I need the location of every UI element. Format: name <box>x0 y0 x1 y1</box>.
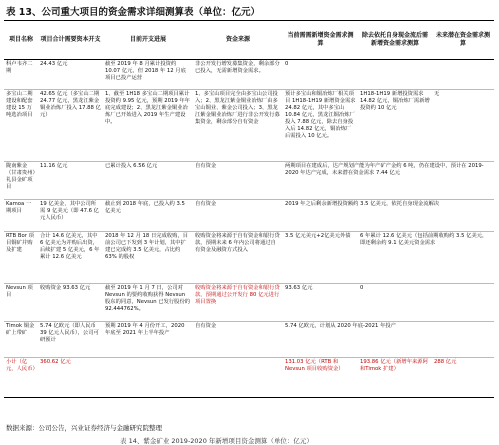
source-note: 数据来源：公司公告，兴业证券经济与金融研究院整理 <box>6 424 162 432</box>
cell-progress <box>103 358 193 398</box>
cell-net: 193.86 亿元（新增年来源阿和Timok 扩建） <box>360 359 428 372</box>
cell-net: 6 年累计 12.6 亿美元（包括前期收购约 3.5 亿美元，即还剩余约 9.1 亿美元资金需求 <box>360 233 488 246</box>
cell-source: 收购资金将来源于自有资金和银行贷款，预期未来 6 年内公司将通过自有资金及融资方式投入 <box>195 233 280 253</box>
table-row <box>4 232 494 284</box>
capex-table <box>4 20 494 398</box>
table-row <box>4 322 494 358</box>
cell-capex: 11.16 亿元 <box>40 163 68 169</box>
cell-project: 小计（亿元，人民币） <box>6 359 38 372</box>
cell-future <box>432 60 494 90</box>
table-title: 表 13、公司重大项目的资金需求详细测算表（单位：亿元） <box>6 7 261 18</box>
header-future-need: 未来潜在资金需求测算 <box>432 21 494 60</box>
cell-source: 自有资金 <box>195 163 217 169</box>
cell-current: 3.5 亿元美元+2亿美元外债 <box>285 233 351 239</box>
header-current-need: 当前需需新增资金需求测算 <box>283 21 358 60</box>
cell-current: 5.74 亿欧元，计划从 2020 年底-2021 年投产 <box>285 323 396 329</box>
table-row <box>4 200 494 232</box>
cell-source: 自有资金 <box>195 201 217 207</box>
cell-net <box>358 60 432 90</box>
cell-project: 多宝山二期建设和配套建设 15 万吨选冶项目 <box>6 91 33 118</box>
cell-future: 无 <box>434 91 440 97</box>
cell-capex: 5.74 亿欧元（即人民币 39 亿元人民币），公司可研预计 <box>40 323 99 343</box>
cell-current: 131.03 亿元（RTB 和 Nevsun 项目收购资金） <box>285 359 344 372</box>
header-progress: 目前开支进展 <box>103 21 193 60</box>
cell-project: 陇南紫金（甘肃贵州）礼县金矿项目 <box>6 163 36 190</box>
cell-project: Nevsun 项目 <box>6 285 33 298</box>
table-row <box>4 90 494 162</box>
cell-future <box>432 284 494 322</box>
cell-progress: 预期 2019 年 4 月份开工，2020 年底至 2021 年上半年投产 <box>105 323 185 336</box>
cell-net: 0 <box>360 285 364 291</box>
cell-source: 1、多宝山项目完全由多宝山公司投入；2、黑龙江紫金铜业冶炼厂由多宝山铜业、紫金公司投入；3、黑龙江紫金铜业冶炼厂进行非公开发行募集资金，剩余部分自有资金 <box>195 91 280 125</box>
cell-capex: 19 亿美金，其中公司所需 9 亿美元（即 47.6 亿元人民币） <box>40 201 99 221</box>
header-project-name: 项目名称 <box>4 21 38 60</box>
cell-capex: 360.62 亿元 <box>40 359 71 365</box>
cell-source: 收购资金将来源于自有资金和银行贷款，预期通过公开发行 80 亿元进行项目置换 <box>195 285 280 305</box>
cell-project: Timok 铜金矿上带矿 <box>6 323 35 336</box>
cell-capex: 42.65 亿元（多宝山二期 24.77 亿元，黑龙江紫金铜业冶炼厂投入 17.88 亿元） <box>40 91 101 118</box>
table-row <box>4 60 494 90</box>
cell-progress: 截至 2019 年 8 月累计投资约 10.07 亿元，但 2018 年 12 月底项目已投产运营 <box>105 61 186 81</box>
cell-progress: 截止到 2018 年底，已投入约 3.5 亿美元 <box>105 201 185 214</box>
header-total-capex: 项目合计需要资本开支 <box>38 21 103 60</box>
cell-source: 非公开发行增发募集资金，剩余部分已投入，无需新增资金需求。 <box>195 61 280 74</box>
cell-source <box>193 358 283 398</box>
cell-current: 两期项目在建成后，达产规划产能为年产矿产金约 6 吨，仍在建设中，预计在 2019-2020 年达产完成，未来潜在资金需求 7.44 亿元 <box>285 163 484 176</box>
cell-current: 0 <box>285 61 289 67</box>
cell-progress: 1、截至 1H18 多宝山二期项目累计投资约 9.95 亿元，预期 2019 年年底完成建设；2、黑龙江紫金铜业冶炼厂已开始进入 2019 年生产建设中。 <box>105 91 190 125</box>
cell-current: 2019 年之后剩余新增投资额约 3.5 亿美元，依托自身现金流解决 <box>285 201 440 207</box>
table-header-row <box>4 21 494 60</box>
cell-project: RTB Bor 项目铜矿并购及扩建 <box>6 233 34 253</box>
table-row <box>4 162 494 200</box>
cell-source: 自有资金 <box>195 323 217 329</box>
header-funding-source: 资金来源 <box>193 21 283 60</box>
header-net-need: 除去依托自身现金流后需新增资金需求测算 <box>358 21 432 60</box>
table-row <box>4 284 494 322</box>
cell-capex: 收购资金 93.63 亿元 <box>40 285 91 291</box>
cell-progress: 2018 年 12 月 18 日完成收购，目前公司已下发到 3 年计划，其中扩建已完成约 3.5 亿美元，占比约 63% 的股权 <box>105 233 189 260</box>
cell-future: 288 亿元 <box>434 359 457 365</box>
cell-capex: 24.43 亿元 <box>40 61 68 67</box>
table-row-subtotal <box>4 358 494 398</box>
next-table-title: 表 14、紫金矿业 2019-2020 年新增项目资金测算（单位：亿元） <box>120 437 313 445</box>
cell-project: 科卢韦齐二期 <box>6 61 33 74</box>
cell-capex: 合计 14.6 亿美元，其中 6 亿美元为并购后出资，后续扩建 5 亿美元，6 年累计 12.6 亿美元 <box>40 233 100 260</box>
cell-project: Kamoa 一期项目 <box>6 201 32 214</box>
cell-net: 1H18-1H19 新增投资需求 14.82 亿元，铜冶炼厂需新增投资约 10 亿元 <box>360 91 430 111</box>
cell-current: 93.63 亿元 <box>285 285 313 291</box>
cell-progress: 截至 2019 年 1 月 7 日，公司对 Nevsun 的要约收购获得 Nevsun 股东的同意，Nevsun 已发行股份的 92.444762%。 <box>105 285 191 312</box>
cell-current: 预计多宝山和铜冶炼厂相关项目 1H18-1H19 新增资金需求 24.82 亿元，其中多宝山 10.84 亿元，黑龙江铜冶炼厂投入 7.88 亿元，除去自身投入后 14.82 亿元，铜冶炼厂后需投入 10 亿元。 <box>285 91 356 139</box>
cell-progress: 已累计投入 6.56 亿元 <box>105 163 158 169</box>
